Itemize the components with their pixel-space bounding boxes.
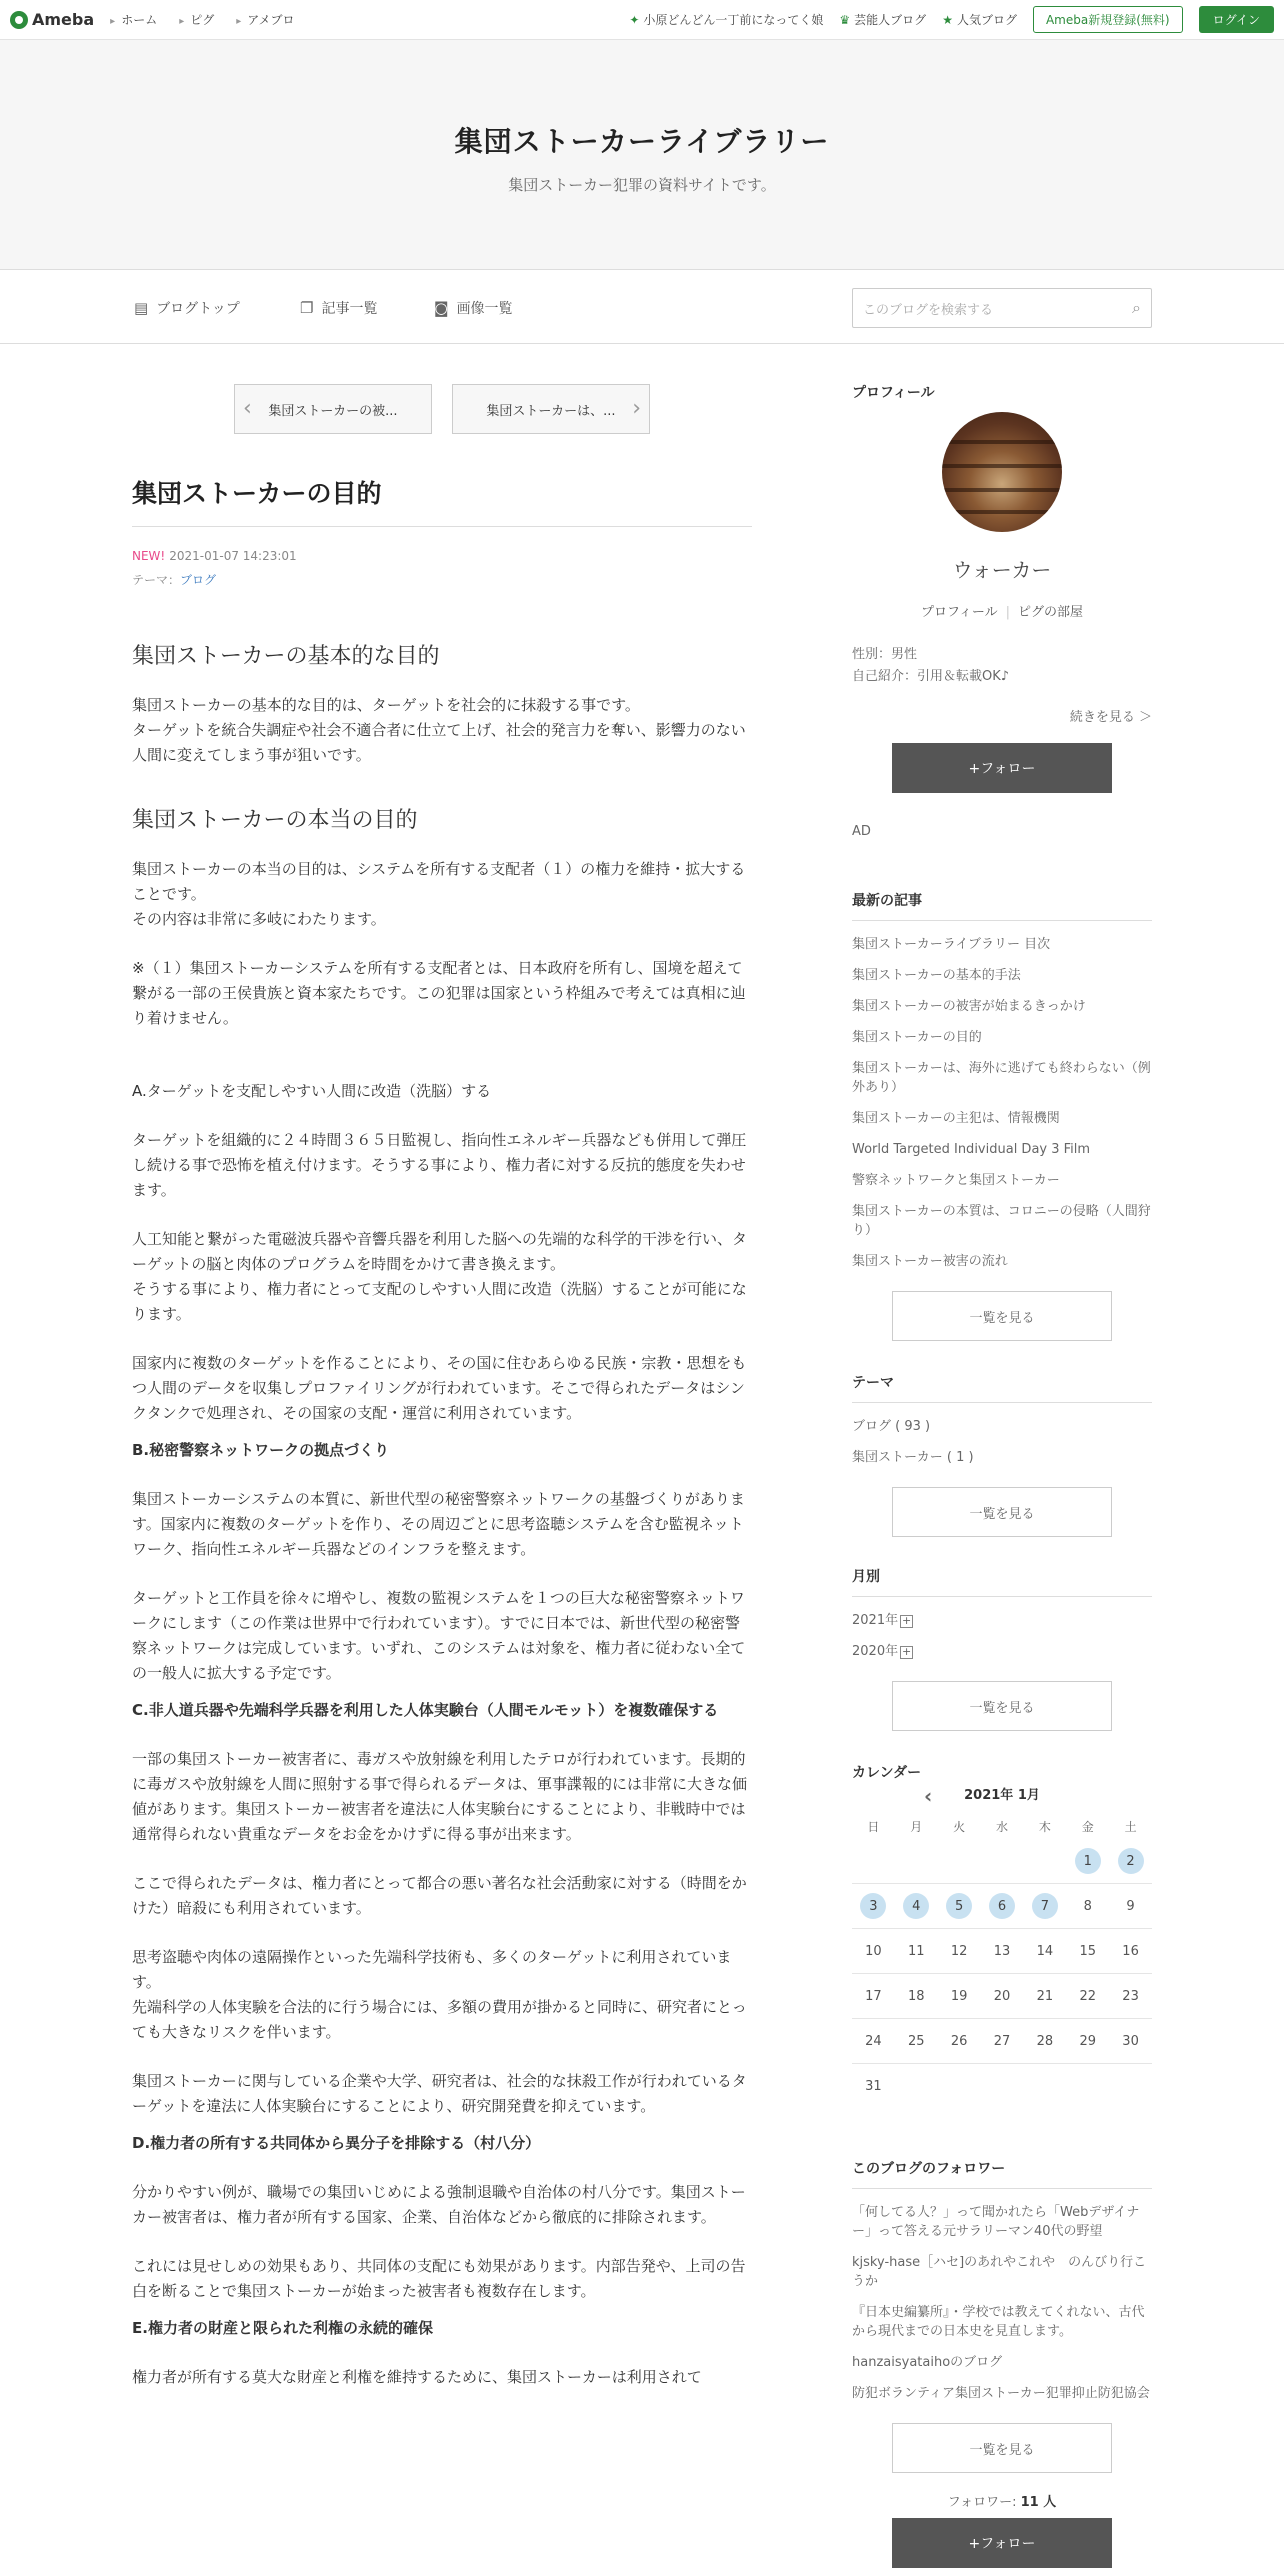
celebrity-blog-link[interactable] bbox=[839, 11, 926, 28]
calendar-day[interactable] bbox=[1023, 1884, 1066, 1929]
calendar-day[interactable] bbox=[852, 1884, 895, 1929]
paragraph: 権力者が所有する莫大な財産と利権を維持するために、集団ストーカーは利用されて bbox=[132, 2368, 702, 2386]
heading-true-purpose: 集団ストーカーの本当の目的 bbox=[132, 808, 418, 833]
calendar-day: 8 bbox=[1066, 1884, 1109, 1929]
topbar-right bbox=[629, 6, 1274, 33]
blog-nav bbox=[0, 270, 1284, 344]
profile-gender: 性別：男性 bbox=[852, 647, 918, 662]
follower-item[interactable]: hanzaisyataihoのブログ bbox=[852, 2355, 1003, 2370]
avatar-shelf-line bbox=[942, 440, 1062, 444]
calendar-day[interactable] bbox=[1066, 1839, 1109, 1884]
next-article-label: 集団ストーカーは、... bbox=[486, 403, 616, 419]
calendar-widget bbox=[852, 1762, 1152, 2109]
follower-item[interactable]: kjsky-hase［ハセ]のあれやこれや のんびり行こうか bbox=[852, 2255, 1147, 2289]
recent-item[interactable]: 集団ストーカー被害の流れ bbox=[852, 1254, 1008, 1269]
chevron-left-icon: ‹ bbox=[243, 396, 252, 421]
blog-description: 集団ストーカー犯罪の資料サイトです。 bbox=[508, 176, 776, 194]
calendar-day: 26 bbox=[938, 2019, 981, 2064]
follower-count-label: フォロワー: bbox=[947, 2495, 1021, 2510]
theme-widget bbox=[852, 1372, 1152, 1537]
followers-list bbox=[852, 2197, 1152, 2409]
calendar-day: 29 bbox=[1066, 2019, 1109, 2064]
calendar-day: 22 bbox=[1066, 1974, 1109, 2019]
section-heading-a: A.ターゲットを支配しやすい人間に改造（洗脳）する bbox=[132, 1082, 492, 1100]
calendar-day: 19 bbox=[938, 1974, 981, 2019]
monthly-widget bbox=[852, 1566, 1152, 1731]
calendar-day: 21 bbox=[1023, 1974, 1066, 2019]
follower-item[interactable]: 「何してる人？」って聞かれたら「Webデザイナー」って答える元サラリーマン40代の野望 bbox=[852, 2205, 1140, 2239]
calendar-empty bbox=[852, 1839, 895, 1884]
chevron-right-icon: › bbox=[632, 396, 641, 421]
profile-links bbox=[852, 601, 1152, 620]
followers-title: このブログのフォロワー bbox=[852, 2158, 1152, 2189]
recent-list bbox=[852, 929, 1152, 1277]
nav-image-list[interactable] bbox=[434, 298, 513, 318]
blog-title[interactable]: 集団ストーカーライブラリー bbox=[454, 125, 830, 158]
theme-title: テーマ bbox=[852, 1372, 1152, 1403]
recent-item[interactable]: 集団ストーカーの主犯は、情報機関 bbox=[852, 1111, 1060, 1126]
theme-link[interactable]: ブログ bbox=[180, 573, 217, 587]
calendar-day[interactable] bbox=[938, 1884, 981, 1929]
search-placeholder: このブログを検索する bbox=[863, 302, 994, 318]
nav-article-list-label: 記事一覧 bbox=[321, 301, 378, 317]
month-item[interactable] bbox=[852, 1636, 1152, 1667]
login-button[interactable]: ログイン bbox=[1199, 6, 1274, 33]
recent-item[interactable]: 集団ストーカーの被害が始まるきっかけ bbox=[852, 999, 1086, 1014]
new-badge: NEW! bbox=[132, 549, 166, 563]
article-title[interactable]: 集団ストーカーの目的 bbox=[132, 474, 752, 527]
article-pager bbox=[234, 384, 650, 434]
follower-item[interactable]: 防犯ボランティア集団ストーカー犯罪抑止防犯協会 bbox=[852, 2386, 1150, 2401]
chevron-left-icon[interactable]: ‹ bbox=[924, 1784, 933, 1808]
register-button[interactable]: Ameba新規登録(無料) bbox=[1033, 6, 1183, 33]
weekday: 月 bbox=[910, 1819, 923, 1834]
calendar-day: 24 bbox=[852, 2019, 895, 2064]
calendar-day-marked: 1 bbox=[1075, 1848, 1101, 1874]
calendar-day: 17 bbox=[852, 1974, 895, 2019]
profile-widget bbox=[852, 382, 1152, 793]
expand-icon[interactable]: + bbox=[901, 1614, 912, 1627]
next-article-button[interactable] bbox=[452, 384, 650, 434]
nav-ameblo[interactable]: ▸ アメブロ bbox=[236, 11, 294, 28]
recent-item[interactable]: 集団ストーカーは、海外に逃げても終わらない（例外あり） bbox=[852, 1061, 1151, 1095]
popular-blog-link[interactable] bbox=[942, 11, 1017, 28]
calendar-day: 31 bbox=[865, 2079, 882, 2094]
logo-text: Ameba bbox=[32, 10, 95, 29]
paragraph: 一部の集団ストーカー被害者に、毒ガスや放射線を利用したテロが行われています。長期的に毒ガスや放射線を人間に照射する事で得られるデータは、軍事諜報的には非常に大きな価値があります。集団ストーカー被害者を違法に人体実験台にすることにより、非戦時中では通常得られない貴重なデータをお金をかけずに得る事が出来ます。 bbox=[132, 1750, 748, 1843]
section-heading-b: B.秘密警察ネットワークの拠点づくり bbox=[132, 1441, 390, 1459]
avatar-shelf-line bbox=[942, 464, 1062, 468]
paragraph: ターゲットを組織的に２４時間３６５日監視し、指向性エネルギー兵器なども併用して弾圧し続ける事で恐怖を植え付けます。そうする事により、権力者に対する反抗的態度を失わせます。 bbox=[132, 1131, 747, 1199]
blog-header bbox=[0, 40, 1284, 270]
monthly-view-all-button[interactable]: 一覧を見る bbox=[892, 1681, 1112, 1731]
featured-blog-link[interactable] bbox=[629, 11, 823, 28]
nav-blog-top-label: ブログトップ bbox=[156, 301, 240, 317]
avatar[interactable] bbox=[942, 412, 1062, 532]
sparkle-icon: ✦ bbox=[629, 12, 640, 27]
weekday: 火 bbox=[953, 1819, 966, 1834]
calendar-day: 10 bbox=[852, 1929, 895, 1974]
paragraph: 分かりやすい例が、職場での集団いじめによる強制退職や自治体の村八分です。集団ストーカー被害者は、権力者が所有する国家、企業、自治体などから徹底的に排除されます。 bbox=[132, 2183, 746, 2226]
calendar-grid bbox=[852, 1812, 1152, 2109]
prev-article-button[interactable] bbox=[234, 384, 432, 434]
blog-search-input[interactable] bbox=[852, 288, 1152, 328]
calendar-day: 9 bbox=[1109, 1884, 1152, 1929]
follower-item[interactable]: 『日本史編纂所』・学校では教えてくれない、古代から現代までの日本史を見直します。 bbox=[852, 2305, 1145, 2339]
follow-button[interactable]: +フォロー bbox=[892, 743, 1112, 793]
nav-pig[interactable]: ▸ ピグ bbox=[179, 11, 214, 28]
recent-item[interactable]: World Targeted Individual Day 3 Film bbox=[852, 1142, 1091, 1157]
paragraph: これには見せしめの効果もあり、共同体の支配にも効果があります。内部告発や、上司の告白を断ることで集団ストーカーが始まった被害者も複数存在します。 bbox=[132, 2257, 746, 2300]
featured-blog-label: 小原どんどん一丁前になってく娘 bbox=[643, 13, 824, 27]
theme-list bbox=[852, 1411, 1152, 1473]
avatar-shelf-line bbox=[942, 488, 1062, 492]
calendar-empty bbox=[895, 1839, 938, 1884]
calendar-title: カレンダー bbox=[852, 1765, 922, 1781]
recent-view-all-button[interactable]: 一覧を見る bbox=[892, 1291, 1112, 1341]
month-item[interactable] bbox=[852, 1605, 1152, 1636]
calendar-day[interactable] bbox=[981, 1884, 1024, 1929]
topbar-nav bbox=[110, 11, 294, 28]
calendar-day: 16 bbox=[1109, 1929, 1152, 1974]
calendar-day: 11 bbox=[895, 1929, 938, 1974]
expand-icon[interactable]: + bbox=[901, 1645, 912, 1658]
calendar-day: 12 bbox=[938, 1929, 981, 1974]
follower-count bbox=[852, 2491, 1152, 2510]
profile-intro: 自己紹介：引用＆転載OK♪ bbox=[852, 669, 1010, 684]
paragraph: 集団ストーカーに関与している企業や大学、研究者は、社会的な抹殺工作が行われているターゲットを違法に人体実験台にすることにより、研究開発費を抑えています。 bbox=[132, 2072, 747, 2115]
ameba-logo[interactable] bbox=[10, 10, 94, 29]
followers-view-all-button[interactable]: 一覧を見る bbox=[892, 2423, 1112, 2473]
paragraph: 思考盗聴や肉体の遠隔操作といった先端科学技術も、多くのターゲットに利用されています。 先端科学の人体実験を合法的に行う場合には、多額の費用が掛かると同時に、研究者にとっても大きなリスクを伴います。 bbox=[132, 1948, 747, 2041]
recent-item[interactable]: 集団ストーカーライブラリー 目次 bbox=[852, 937, 1051, 952]
paragraph: ※（１）集団ストーカーシステムを所有する支配者とは、日本政府を所有し、国境を超えて繋がる一部の王侯貴族と資本家たちです。この犯罪は国家という枠組みで考えては真相に辿り着けません。 bbox=[132, 959, 746, 1027]
calendar-day: 25 bbox=[895, 2019, 938, 2064]
recent-item[interactable]: 集団ストーカーの基本的手法 bbox=[852, 968, 1021, 983]
star-icon: ★ bbox=[942, 12, 953, 27]
document-icon: ▤ bbox=[134, 299, 149, 317]
calendar-empty bbox=[981, 1839, 1024, 1884]
prev-article-label: 集団ストーカーの被... bbox=[268, 403, 398, 419]
calendar-day: 15 bbox=[1066, 1929, 1109, 1974]
article-body bbox=[132, 644, 752, 2414]
crown-icon: ♛ bbox=[839, 12, 851, 27]
article-date: 2021-01-07 14:23:01 bbox=[169, 549, 297, 563]
popular-blog-label: 人気ブログ bbox=[956, 13, 1017, 27]
paragraph: ターゲットと工作員を徐々に増やし、複数の監視システムを１つの巨大な秘密警察ネットワークにします（この作業は世界中で行われています）。すでに日本では、新世代型の秘密警察ネットワークは完成しています。いずれ、このシステムは対象を、権力者に従わない全ての一般人に拡大する予定です。 bbox=[132, 1589, 746, 1682]
calendar-empty bbox=[1023, 1839, 1066, 1884]
paragraph: ここで得られたデータは、権力者にとって都合の悪い著名な社会活動家に対する（時間をかけた）暗殺にも利用されています。 bbox=[132, 1874, 747, 1917]
calendar-day[interactable] bbox=[895, 1884, 938, 1929]
avatar-shelf-line bbox=[942, 510, 1062, 514]
profile-name[interactable]: ウォーカー bbox=[952, 558, 1052, 582]
calendar-day: 27 bbox=[981, 2019, 1024, 2064]
recent-item[interactable]: 警察ネットワークと集団ストーカー bbox=[852, 1173, 1060, 1188]
nav-article-list[interactable] bbox=[300, 298, 377, 318]
calendar-month: 2021年 1月 bbox=[964, 1788, 1040, 1803]
theme-label: テーマ： bbox=[132, 573, 181, 587]
weekday: 日 bbox=[867, 1819, 880, 1834]
weekday: 土 bbox=[1124, 1819, 1137, 1834]
recent-item[interactable]: 集団ストーカーの本質は、コロニーの侵略（人間狩り） bbox=[852, 1204, 1151, 1238]
calendar-day-marked: 7 bbox=[1032, 1893, 1058, 1919]
theme-item[interactable]: ブログ ( 93 ) bbox=[852, 1419, 931, 1434]
weekday: 金 bbox=[1081, 1819, 1094, 1834]
recent-title: 最新の記事 bbox=[852, 890, 1152, 921]
article-meta bbox=[132, 544, 297, 592]
paragraph: 国家内に複数のターゲットを作ることにより、その国に住むあらゆる民族・宗教・思想をもつ人間のデータを収集しプロファイリングが行われています。そこで得られたデータはシンクタンクで処理され、その国家の支配・運営に利用されています。 bbox=[132, 1354, 747, 1422]
follower-count-value: 11 人 bbox=[1020, 2495, 1057, 2510]
section-heading-d: D.権力者の所有する共同体から異分子を排除する（村八分） bbox=[132, 2134, 541, 2152]
ad-label: AD bbox=[852, 824, 871, 839]
copy-icon: ❐ bbox=[300, 299, 314, 317]
followers-widget bbox=[852, 2158, 1152, 2568]
calendar-day: 20 bbox=[981, 1974, 1024, 2019]
divider: | bbox=[1005, 605, 1011, 620]
paragraph: 人工知能と繋がった電磁波兵器や音響兵器を利用した脳への先端的な科学的干渉を行い、ターゲットの脳と肉体のプログラムを時間をかけて書き換えます。 そうする事により、権力者にとって支配のしやすい人間に改造（洗脳）することが可能になります。 bbox=[132, 1230, 748, 1323]
calendar-day: 18 bbox=[895, 1974, 938, 2019]
section-heading-e: E.権力者の財産と限られた利権の永続的確保 bbox=[132, 2319, 433, 2337]
paragraph: 集団ストーカーの本当の目的は、システムを所有する支配者（１）の権力を維持・拡大することです。 その内容は非常に多岐にわたります。 bbox=[132, 860, 746, 928]
month-label: 2020年 bbox=[852, 1644, 899, 1659]
weekday: 木 bbox=[1038, 1819, 1051, 1834]
profile-info bbox=[852, 644, 1152, 688]
weekday: 水 bbox=[995, 1819, 1008, 1834]
theme-item[interactable]: 集団ストーカー ( 1 ) bbox=[852, 1450, 974, 1465]
calendar-day-marked: 3 bbox=[860, 1893, 886, 1919]
calendar-day-marked: 2 bbox=[1118, 1848, 1144, 1874]
calendar-empty bbox=[938, 1839, 981, 1884]
calendar-day: 13 bbox=[981, 1929, 1024, 1974]
nav-home[interactable]: ▸ ホーム bbox=[110, 11, 157, 28]
celebrity-blog-label: 芸能人ブログ bbox=[854, 13, 927, 27]
calendar-day: 23 bbox=[1109, 1974, 1152, 2019]
calendar-day[interactable] bbox=[1109, 1839, 1152, 1884]
paragraph: 集団ストーカーシステムの本質に、新世代型の秘密警察ネットワークの基盤づくりがあります。国家内に複数のターゲットを作り、その周辺ごとに思考盗聴システムを含む監視ネットワーク、指向性エネルギー兵器などのインフラを整えます。 bbox=[132, 1490, 745, 1558]
section-heading-c: C.非人道兵器や先端科学兵器を利用した人体実験台（人間モルモット）を複数確保する bbox=[132, 1701, 719, 1719]
heading-basic-purpose: 集団ストーカーの基本的な目的 bbox=[132, 644, 440, 669]
search-icon[interactable]: ⌕ bbox=[1132, 298, 1141, 317]
pig-room-link[interactable]: ピグの部屋 bbox=[1018, 605, 1084, 620]
profile-title: プロフィール bbox=[852, 385, 935, 401]
global-topbar bbox=[0, 0, 1284, 40]
calendar-header bbox=[852, 1784, 1152, 1808]
theme-view-all-button[interactable]: 一覧を見る bbox=[892, 1487, 1112, 1537]
recent-item[interactable]: 集団ストーカーの目的 bbox=[852, 1030, 982, 1045]
nav-image-list-label: 画像一覧 bbox=[456, 301, 513, 317]
camera-icon: ◙ bbox=[434, 299, 449, 317]
paragraph: 集団ストーカーの基本的な目的は、ターゲットを社会的に抹殺する事です。 ターゲットを統合失調症や社会不適合者に仕立て上げ、社会的発言力を奪い、影響力のない人間に変えてしまう事が狙いです。 bbox=[132, 696, 746, 764]
profile-link[interactable]: プロフィール bbox=[920, 605, 998, 620]
profile-more-link[interactable]: 続きを見る ＞ bbox=[1069, 710, 1152, 725]
calendar-day-marked: 4 bbox=[903, 1893, 929, 1919]
calendar-day-marked: 6 bbox=[989, 1893, 1015, 1919]
month-label: 2021年 bbox=[852, 1613, 899, 1628]
ameba-logo-icon bbox=[10, 11, 28, 29]
calendar-day: 28 bbox=[1023, 2019, 1066, 2064]
calendar-day: 14 bbox=[1023, 1929, 1066, 1974]
calendar-day-marked: 5 bbox=[946, 1893, 972, 1919]
recent-articles-widget bbox=[852, 890, 1152, 1341]
nav-blog-top[interactable] bbox=[134, 298, 240, 318]
month-list bbox=[852, 1605, 1152, 1667]
monthly-title: 月別 bbox=[852, 1566, 1152, 1597]
follow-button-bottom[interactable]: +フォロー bbox=[892, 2518, 1112, 2568]
calendar-day: 30 bbox=[1109, 2019, 1152, 2064]
